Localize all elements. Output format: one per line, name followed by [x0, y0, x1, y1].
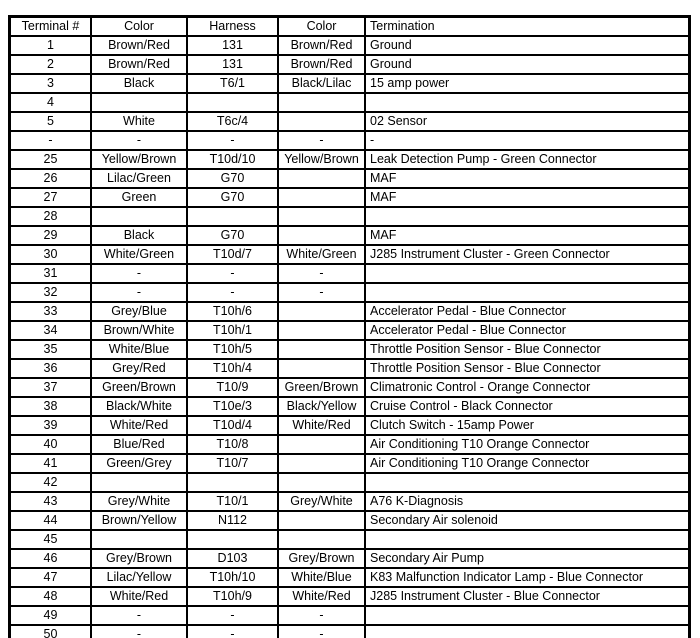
cell-color-left: Brown/White	[91, 321, 187, 340]
cell-terminal: 44	[10, 511, 92, 530]
cell-terminal: 25	[10, 150, 92, 169]
cell-terminal: 5	[10, 112, 92, 131]
cell-harness: T10d/4	[187, 416, 278, 435]
table-row	[10, 55, 690, 74]
cell-terminal: 34	[10, 321, 92, 340]
cell-termination	[365, 625, 690, 638]
cell-terminal: 46	[10, 549, 92, 568]
cell-color-left: Brown/Red	[91, 36, 187, 55]
cell-terminal: -	[10, 131, 92, 150]
cell-color-right	[278, 188, 365, 207]
table-row	[10, 93, 690, 112]
table-row	[10, 511, 690, 530]
cell-color-left: Grey/White	[91, 492, 187, 511]
cell-harness	[187, 530, 278, 549]
cell-terminal: 48	[10, 587, 92, 606]
table-row	[10, 74, 690, 93]
cell-terminal: 50	[10, 625, 92, 638]
cell-color-right: White/Green	[278, 245, 365, 264]
cell-terminal: 29	[10, 226, 92, 245]
cell-harness: -	[187, 264, 278, 283]
cell-harness: T10h/1	[187, 321, 278, 340]
table-row	[10, 340, 690, 359]
cell-color-right	[278, 169, 365, 188]
cell-termination	[365, 264, 690, 283]
table-row	[10, 226, 690, 245]
cell-harness	[187, 207, 278, 226]
cell-terminal: 28	[10, 207, 92, 226]
table-row	[10, 321, 690, 340]
cell-color-right: Brown/Red	[278, 36, 365, 55]
cell-termination: Throttle Position Sensor - Blue Connector	[365, 359, 690, 378]
cell-harness: -	[187, 131, 278, 150]
table-row	[10, 36, 690, 55]
cell-terminal: 41	[10, 454, 92, 473]
cell-color-right: -	[278, 131, 365, 150]
cell-termination	[365, 283, 690, 302]
cell-color-left: Green/Brown	[91, 378, 187, 397]
cell-terminal: 2	[10, 55, 92, 74]
cell-terminal: 1	[10, 36, 92, 55]
cell-color-right	[278, 530, 365, 549]
cell-termination: Air Conditioning T10 Orange Connector	[365, 454, 690, 473]
cell-termination: MAF	[365, 188, 690, 207]
cell-color-left: Yellow/Brown	[91, 150, 187, 169]
cell-terminal: 4	[10, 93, 92, 112]
cell-harness: -	[187, 625, 278, 638]
cell-color-right	[278, 112, 365, 131]
cell-color-right	[278, 302, 365, 321]
cell-color-right	[278, 511, 365, 530]
cell-color-right: Black/Yellow	[278, 397, 365, 416]
cell-terminal: 33	[10, 302, 92, 321]
cell-color-right: Green/Brown	[278, 378, 365, 397]
table-row	[10, 625, 690, 638]
cell-termination: J285 Instrument Cluster - Blue Connector	[365, 587, 690, 606]
cell-color-left: White/Red	[91, 587, 187, 606]
cell-color-left: Blue/Red	[91, 435, 187, 454]
cell-color-right	[278, 207, 365, 226]
cell-terminal: 26	[10, 169, 92, 188]
cell-color-left: Black	[91, 226, 187, 245]
cell-color-left: Lilac/Yellow	[91, 568, 187, 587]
cell-harness: D103	[187, 549, 278, 568]
cell-terminal: 42	[10, 473, 92, 492]
table-row	[10, 188, 690, 207]
cell-terminal: 40	[10, 435, 92, 454]
cell-harness	[187, 473, 278, 492]
cell-harness: T10h/9	[187, 587, 278, 606]
cell-harness: T10/1	[187, 492, 278, 511]
cell-harness: T10d/10	[187, 150, 278, 169]
column-header-termination: Termination	[365, 17, 690, 37]
cell-color-right: Grey/White	[278, 492, 365, 511]
cell-harness: T10h/10	[187, 568, 278, 587]
cell-color-right: -	[278, 606, 365, 625]
cell-color-left: Black/White	[91, 397, 187, 416]
cell-terminal: 39	[10, 416, 92, 435]
cell-color-left: White	[91, 112, 187, 131]
cell-color-right: White/Red	[278, 416, 365, 435]
cell-terminal: 47	[10, 568, 92, 587]
cell-harness: T10h/5	[187, 340, 278, 359]
table-row	[10, 397, 690, 416]
column-header-color-right: Color	[278, 17, 365, 37]
cell-color-left: White/Green	[91, 245, 187, 264]
cell-color-right	[278, 435, 365, 454]
cell-terminal: 36	[10, 359, 92, 378]
cell-termination	[365, 530, 690, 549]
cell-termination: 02 Sensor	[365, 112, 690, 131]
cell-color-right: Yellow/Brown	[278, 150, 365, 169]
cell-terminal: 27	[10, 188, 92, 207]
cell-harness: T6c/4	[187, 112, 278, 131]
table-row	[10, 473, 690, 492]
table-row	[10, 131, 690, 150]
cell-color-right: Black/Lilac	[278, 74, 365, 93]
cell-harness: T10d/7	[187, 245, 278, 264]
table-row	[10, 606, 690, 625]
cell-color-right	[278, 93, 365, 112]
cell-harness: G70	[187, 188, 278, 207]
cell-color-left: -	[91, 283, 187, 302]
header-row	[10, 17, 690, 37]
table-row	[10, 245, 690, 264]
cell-termination: 15 amp power	[365, 74, 690, 93]
cell-termination: Accelerator Pedal - Blue Connector	[365, 321, 690, 340]
cell-termination: J285 Instrument Cluster - Green Connector	[365, 245, 690, 264]
table-row	[10, 587, 690, 606]
cell-termination: K83 Malfunction Indicator Lamp - Blue Connector	[365, 568, 690, 587]
cell-color-right: Brown/Red	[278, 55, 365, 74]
table-row	[10, 112, 690, 131]
cell-color-left	[91, 473, 187, 492]
cell-termination: MAF	[365, 226, 690, 245]
cell-termination: Secondary Air solenoid	[365, 511, 690, 530]
table-row	[10, 283, 690, 302]
cell-color-right: -	[278, 283, 365, 302]
cell-color-right	[278, 454, 365, 473]
cell-color-right: -	[278, 264, 365, 283]
table-row	[10, 416, 690, 435]
cell-termination	[365, 93, 690, 112]
cell-terminal: 43	[10, 492, 92, 511]
cell-color-right	[278, 473, 365, 492]
cell-color-left: -	[91, 131, 187, 150]
cell-harness: T10e/3	[187, 397, 278, 416]
cell-harness: -	[187, 606, 278, 625]
table-row	[10, 264, 690, 283]
table-row	[10, 492, 690, 511]
cell-color-left: -	[91, 625, 187, 638]
cell-termination: Ground	[365, 55, 690, 74]
cell-terminal: 3	[10, 74, 92, 93]
cell-termination: Leak Detection Pump - Green Connector	[365, 150, 690, 169]
cell-terminal: 38	[10, 397, 92, 416]
cell-color-right	[278, 359, 365, 378]
cell-harness: 131	[187, 36, 278, 55]
cell-terminal: 35	[10, 340, 92, 359]
table-row	[10, 169, 690, 188]
table-row	[10, 150, 690, 169]
cell-terminal: 45	[10, 530, 92, 549]
cell-termination: Accelerator Pedal - Blue Connector	[365, 302, 690, 321]
table-row	[10, 359, 690, 378]
cell-terminal: 32	[10, 283, 92, 302]
cell-terminal: 49	[10, 606, 92, 625]
cell-terminal: 37	[10, 378, 92, 397]
cell-color-left: Grey/Brown	[91, 549, 187, 568]
column-header-terminal: Terminal #	[10, 17, 92, 37]
table-row	[10, 302, 690, 321]
cell-color-left: White/Red	[91, 416, 187, 435]
cell-color-left: -	[91, 606, 187, 625]
cell-harness: T10/7	[187, 454, 278, 473]
cell-harness: T10/8	[187, 435, 278, 454]
cell-harness: N112	[187, 511, 278, 530]
cell-termination: -	[365, 131, 690, 150]
table-row	[10, 568, 690, 587]
cell-color-right: -	[278, 625, 365, 638]
table-row	[10, 207, 690, 226]
column-header-harness: Harness	[187, 17, 278, 37]
cell-termination	[365, 207, 690, 226]
cell-color-left: Grey/Blue	[91, 302, 187, 321]
table-row	[10, 549, 690, 568]
cell-color-left	[91, 207, 187, 226]
cell-color-left: Lilac/Green	[91, 169, 187, 188]
cell-color-left: -	[91, 264, 187, 283]
cell-termination	[365, 473, 690, 492]
cell-color-left: Green/Grey	[91, 454, 187, 473]
cell-harness: T6/1	[187, 74, 278, 93]
cell-color-right: Grey/Brown	[278, 549, 365, 568]
cell-color-left	[91, 93, 187, 112]
cell-harness: G70	[187, 169, 278, 188]
column-header-color-left: Color	[91, 17, 187, 37]
table-row	[10, 454, 690, 473]
cell-harness: G70	[187, 226, 278, 245]
cell-color-left: Brown/Red	[91, 55, 187, 74]
cell-color-left	[91, 530, 187, 549]
cell-termination: Throttle Position Sensor - Blue Connector	[365, 340, 690, 359]
cell-color-left: Grey/Red	[91, 359, 187, 378]
cell-color-left: Brown/Yellow	[91, 511, 187, 530]
cell-color-right: White/Red	[278, 587, 365, 606]
cell-terminal: 31	[10, 264, 92, 283]
cell-termination: Clutch Switch - 15amp Power	[365, 416, 690, 435]
wiring-table	[8, 15, 691, 638]
cell-color-right	[278, 321, 365, 340]
cell-harness: 131	[187, 55, 278, 74]
cell-termination: Cruise Control - Black Connector	[365, 397, 690, 416]
cell-harness	[187, 93, 278, 112]
cell-termination: MAF	[365, 169, 690, 188]
cell-harness: T10h/4	[187, 359, 278, 378]
cell-harness: T10h/6	[187, 302, 278, 321]
cell-termination	[365, 606, 690, 625]
cell-color-left: White/Blue	[91, 340, 187, 359]
cell-termination: Air Conditioning T10 Orange Connector	[365, 435, 690, 454]
cell-harness: T10/9	[187, 378, 278, 397]
cell-termination: A76 K-Diagnosis	[365, 492, 690, 511]
cell-harness: -	[187, 283, 278, 302]
cell-termination: Climatronic Control - Orange Connector	[365, 378, 690, 397]
table-row	[10, 378, 690, 397]
cell-color-right	[278, 226, 365, 245]
table-body	[10, 36, 690, 638]
cell-color-left: Green	[91, 188, 187, 207]
cell-termination: Ground	[365, 36, 690, 55]
cell-termination: Secondary Air Pump	[365, 549, 690, 568]
cell-color-left: Black	[91, 74, 187, 93]
cell-terminal: 30	[10, 245, 92, 264]
table-row	[10, 530, 690, 549]
cell-color-right	[278, 340, 365, 359]
table-row	[10, 435, 690, 454]
cell-color-right: White/Blue	[278, 568, 365, 587]
